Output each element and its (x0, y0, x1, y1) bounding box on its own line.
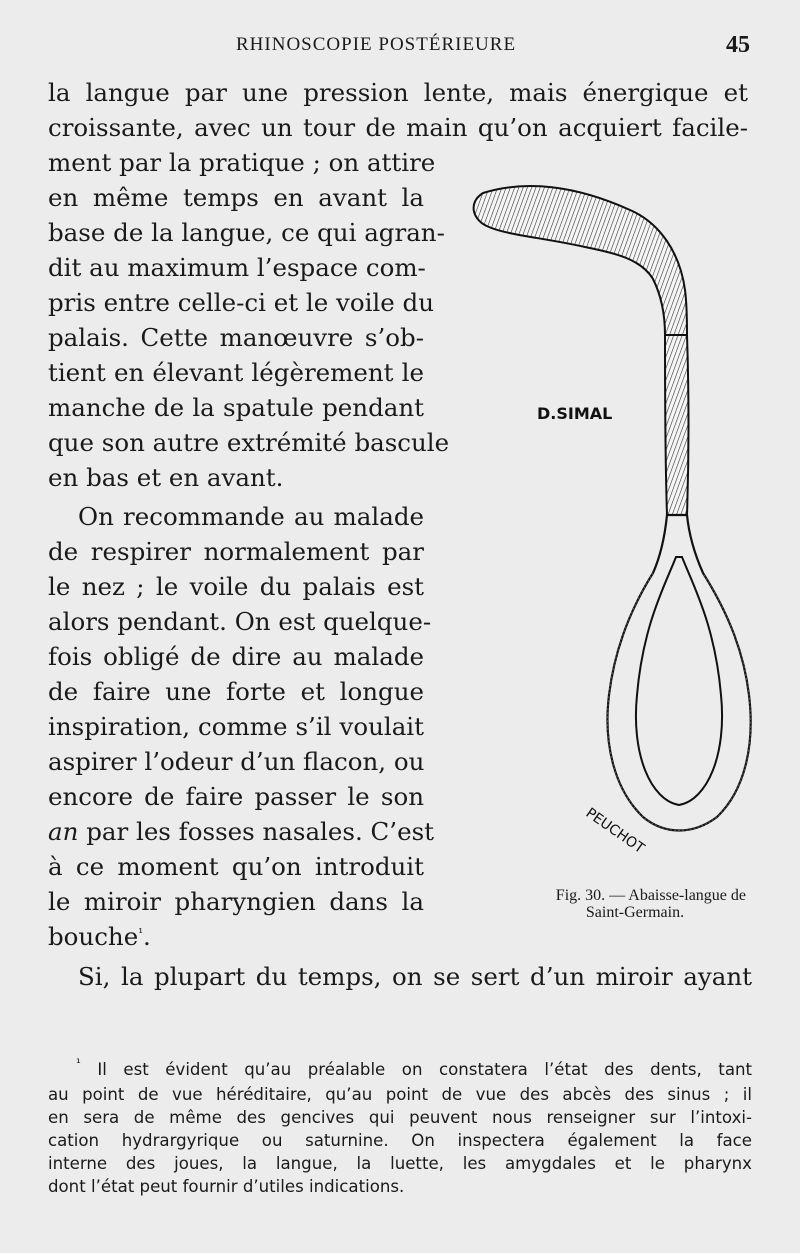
text-line: de faire une forte et longue (48, 677, 424, 706)
shaft-shape (665, 335, 689, 515)
footnotes (48, 1058, 752, 1198)
text-line: que son autre extrémité bascule (48, 428, 450, 457)
page-number: 45 (726, 32, 750, 58)
text-line: Si, la plupart du temps, on se sert d’un miroir ayant (78, 962, 752, 991)
running-title: RHINOSCOPIE POSTÉRIEURE (236, 34, 517, 55)
text-line: manche de la spatule pendant (48, 393, 424, 422)
footnote-line: interne des joues, la langue, la luette, les amygdales et le pharynx (48, 1154, 752, 1173)
engraver-signature: PEUCHOT (582, 805, 648, 857)
text-line: alors pendant. On est quelque- (48, 607, 432, 636)
handle-loop-inner (636, 557, 722, 805)
figure-caption: Fig. 30. — Abaisse-langue de Saint-Germain. (555, 887, 746, 921)
text-line: le nez ; le voile du palais est (48, 572, 424, 601)
text-line: encore de faire passer le son (48, 782, 424, 811)
italic-word: an (48, 817, 79, 846)
text-line: la langue par une pression lente, mais énergique et (48, 78, 748, 107)
text-line: fois obligé de dire au malade (48, 642, 424, 671)
text-line: base de la langue, ce qui agran- (48, 218, 445, 247)
footnote-line: $^{^1}$ Il est évident qu’au préalable on constatera l’état des dents, tant (76, 1056, 753, 1079)
text-line: à ce moment qu’on introduit (48, 852, 424, 881)
text-line: de respirer normalement par (48, 537, 424, 566)
footnote-marker: ¹ (76, 1056, 81, 1070)
footnote-line: dont l’état peut fournir d’utiles indications. (48, 1177, 405, 1196)
footnote-line: cation hydrargyrique ou saturnine. On inspectera également la face (48, 1131, 752, 1150)
tongue-depressor-illustration (455, 175, 755, 875)
text-line: croissante, avec un tour de main qu’on acquiert facile- (48, 113, 748, 142)
text-line: le miroir pharyngien dans la (48, 887, 424, 916)
text-line: en bas et en avant. (48, 463, 284, 492)
engraved-name: D.SIMAL (537, 404, 613, 423)
text-line: On recommande au malade (78, 502, 424, 531)
text-line: ment par la pratique ; on attire (48, 148, 436, 177)
footnote-line: au point de vue héréditaire, qu’au point de vue des abcès des sinus ; il (48, 1085, 752, 1104)
text-line: bouche$^{^1}$. (48, 922, 151, 951)
text-line: palais. Cette manœuvre s’ob- (48, 323, 424, 352)
footnote-reference: ¹ (138, 926, 144, 940)
text-line: an par les fosses nasales. C’est (48, 817, 434, 846)
text-line: pris entre celle-ci et le voile du (48, 288, 434, 317)
text-line: aspirer l’odeur d’un flacon, ou (48, 747, 425, 776)
footnote-line: en sera de même des gencives qui peuvent nous renseigner sur l’intoxi- (48, 1108, 752, 1127)
blade-shape (474, 186, 687, 335)
text-line: dit au maximum l’espace com- (48, 253, 426, 282)
tongue-depressor-figure (455, 175, 755, 875)
text-line: en même temps en avant la (48, 183, 424, 212)
text-line: inspiration, comme s’il voulait (48, 712, 424, 741)
text-line: tient en élevant légèrement le (48, 358, 424, 387)
